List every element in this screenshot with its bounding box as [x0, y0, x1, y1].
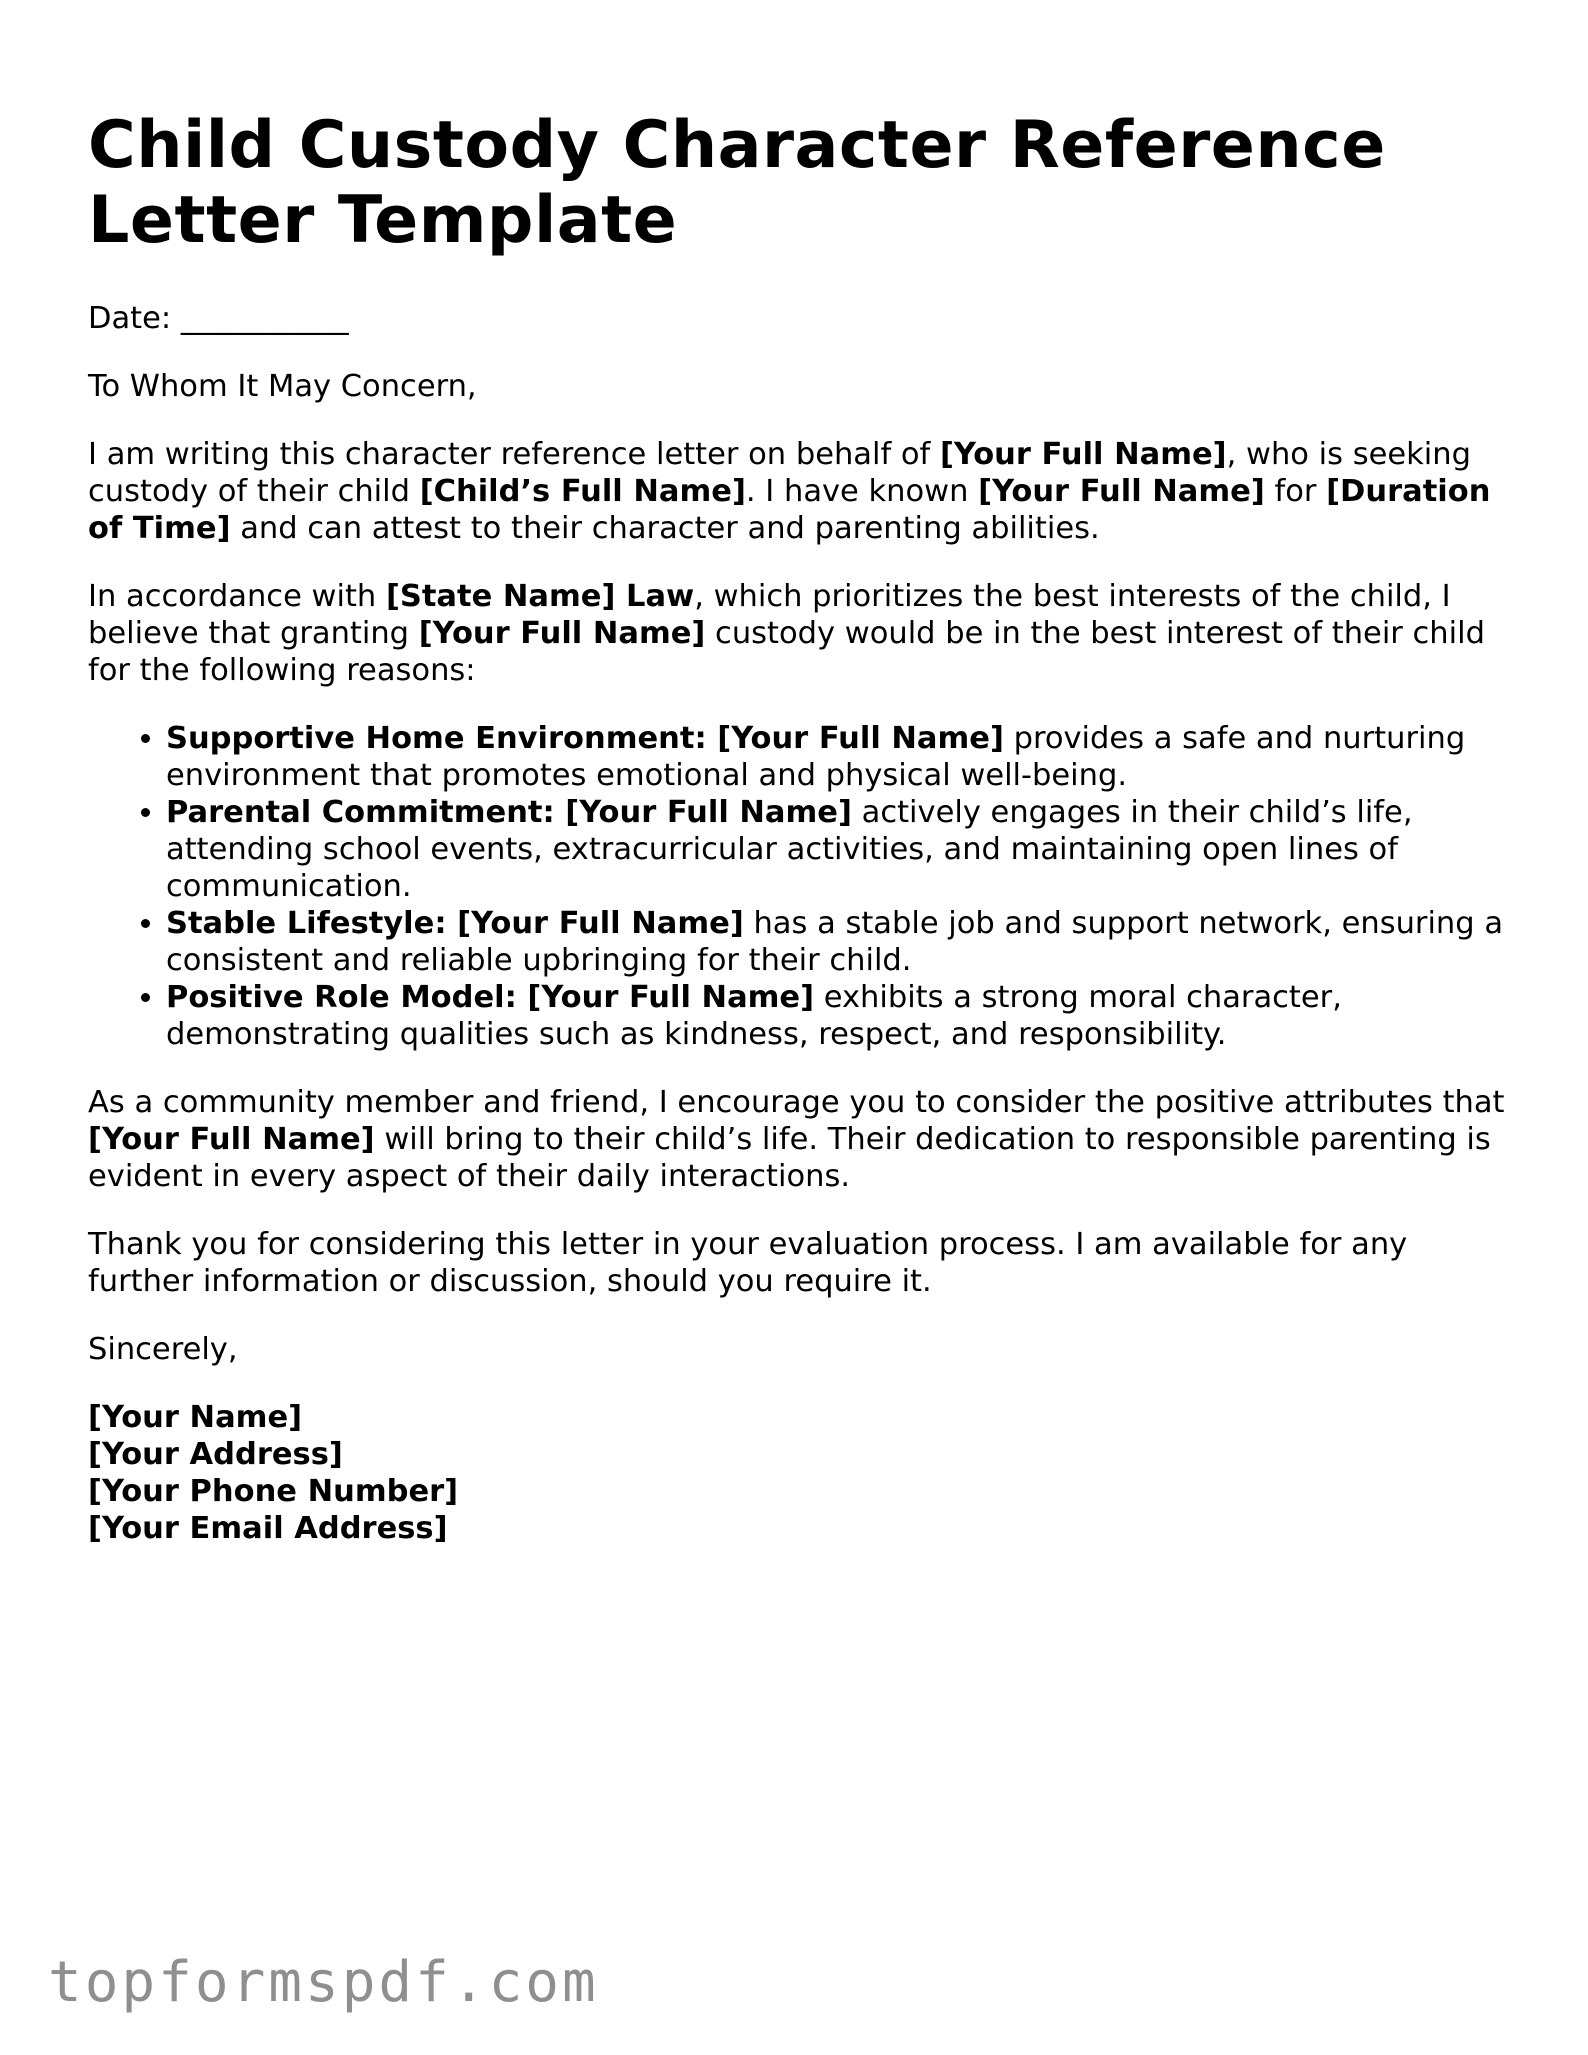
community-paragraph: [88, 1084, 1508, 1195]
reason-text: actively engages in their child’s life, attending school events, extracurricular activities, and maintaining open lines of communication.: [166, 795, 1413, 904]
text: In accordance with: [88, 579, 386, 614]
placeholder-your-full-name: [Your Full Name]: [939, 437, 1227, 472]
date-label: Date:: [88, 301, 172, 336]
placeholder-your-full-name: [Your Full Name]: [978, 474, 1265, 509]
reason-text: exhibits a strong moral character, demonstrating qualities such as kindness, respect, and responsibility.: [166, 980, 1342, 1052]
date-line: [88, 300, 1508, 337]
signature-phone: [Your Phone Number]: [88, 1474, 459, 1509]
law-paragraph: [88, 578, 1508, 689]
signature-block: [88, 1399, 1508, 1547]
reasons-list: [88, 720, 1508, 1053]
list-item: [166, 794, 1508, 905]
closing: Sincerely,: [88, 1332, 238, 1367]
reason-heading: Parental Commitment: [Your Full Name]: [166, 795, 852, 830]
list-item: [166, 720, 1508, 794]
placeholder-duration: [Duration of Time]: [88, 474, 1491, 546]
watermark: topformspdf.com: [48, 1950, 599, 2015]
salutation: To Whom It May Concern,: [88, 369, 477, 404]
text: I am writing this character reference letter on behalf of: [88, 437, 940, 472]
signature-email: [Your Email Address]: [88, 1511, 448, 1546]
list-item: [166, 905, 1508, 979]
signature-address: [Your Address]: [88, 1437, 343, 1472]
letter-page: [88, 108, 1508, 1547]
reason-heading: Positive Role Model: [Your Full Name]: [166, 980, 815, 1015]
thanks-paragraph: Thank you for considering this letter in your evaluation process. I am available for any further information or discussion, should you require it.: [88, 1227, 1408, 1299]
signature-name: [Your Name]: [88, 1400, 303, 1435]
text: custody would be in the best interest of their child for the following reasons:: [88, 616, 1485, 688]
date-blank: ___________: [180, 301, 349, 336]
text: . I have known: [745, 474, 979, 509]
placeholder-your-full-name: [Your Full Name]: [418, 616, 706, 651]
text: , who is seeking custody of their child: [88, 437, 1471, 509]
text: for: [1264, 474, 1327, 509]
reason-text: has a stable job and support network, ensuring a consistent and reliable upbringing for their child.: [166, 906, 1504, 978]
page-title: Child Custody Character Reference Letter Template: [88, 108, 1386, 258]
placeholder-your-full-name: [Your Full Name]: [88, 1122, 375, 1157]
placeholder-state-law: [State Name] Law: [385, 579, 695, 614]
reason-heading: Stable Lifestyle: [Your Full Name]: [166, 906, 744, 941]
text: and can attest to their character and parenting abilities.: [230, 511, 1100, 546]
reason-heading: Supportive Home Environment: [Your Full Name]: [166, 721, 1004, 756]
text: will bring to their child’s life. Their dedication to responsible parenting is evident in every aspect of their daily interactions.: [88, 1122, 1491, 1194]
intro-paragraph: [88, 436, 1508, 547]
text: , which prioritizes the best interests of the child, I believe that granting: [88, 579, 1451, 651]
reason-text: provides a safe and nurturing environment that promotes emotional and physical well-being.: [166, 721, 1466, 793]
text: As a community member and friend, I encourage you to consider the positive attributes that: [88, 1085, 1505, 1120]
placeholder-child-full-name: [Child’s Full Name]: [419, 474, 746, 509]
list-item: [166, 979, 1508, 1053]
